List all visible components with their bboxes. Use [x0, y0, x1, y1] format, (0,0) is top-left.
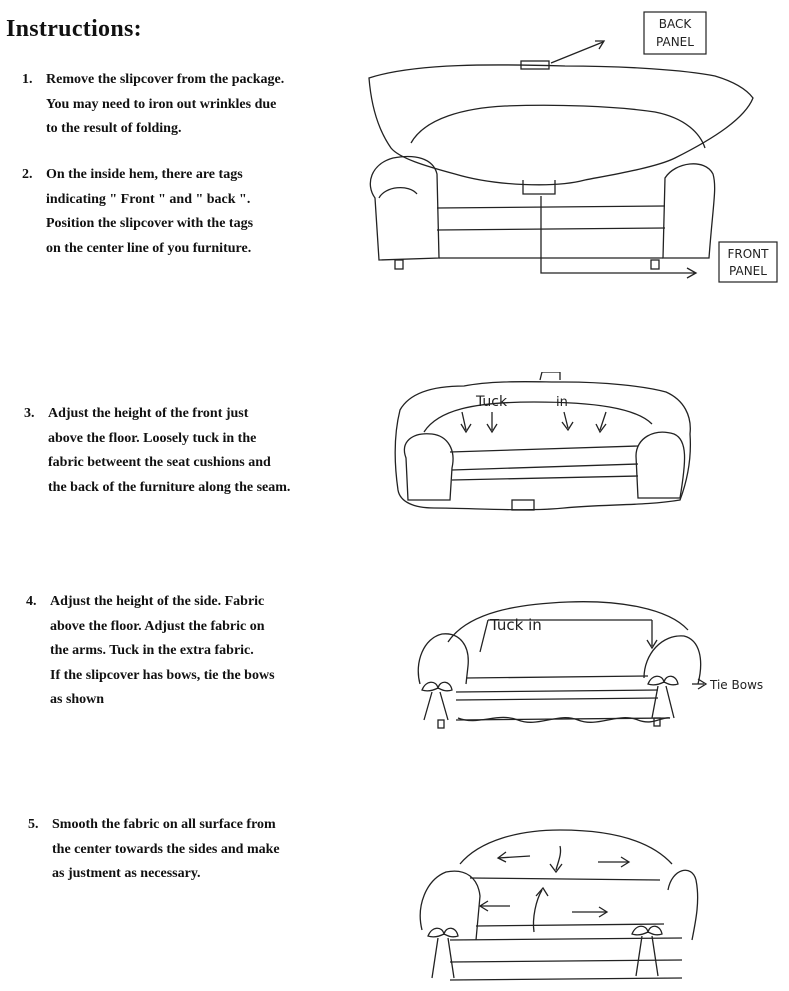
step-line: the back of the furniture along the seam.	[48, 479, 291, 495]
in-label: in	[556, 395, 568, 410]
step-line: as shown	[50, 692, 105, 707]
step-line: Smooth the fabric on all surface from	[52, 817, 276, 832]
instruction-step-4	[26, 590, 275, 713]
step-line: indicating " Front " and " back ".	[46, 191, 251, 207]
instruction-step-1	[22, 68, 284, 142]
tuck-in-label: Tuck in	[490, 616, 542, 634]
bow-icon	[428, 928, 458, 937]
step-line: Remove the slipcover from the package.	[46, 72, 285, 87]
step-line: fabric betweent the seat cushions and	[48, 455, 271, 470]
step-number: 4.	[26, 594, 37, 609]
back-panel-label: PANEL	[656, 35, 694, 49]
front-panel-label: FRONT	[727, 247, 769, 261]
step-line: Position the slipcover with the tags	[46, 216, 254, 231]
step-line: above the floor. Adjust the fabric on	[50, 618, 265, 634]
step-line: Adjust the height of the front just	[48, 406, 249, 421]
step-line: the arms. Tuck in the extra fabric.	[50, 643, 254, 658]
step-line: above the floor. Loosely tuck in the	[48, 430, 257, 446]
bow-icon	[632, 926, 662, 935]
step-line: If the slipcover has bows, tie the bows	[50, 667, 275, 683]
step-line: on the center line of you furniture.	[46, 240, 252, 256]
back-panel-label: BACK	[658, 17, 692, 31]
instruction-step-2	[22, 163, 253, 261]
step-line: to the result of folding.	[46, 121, 182, 136]
instruction-step-3	[24, 402, 290, 500]
bow-icon	[648, 676, 678, 685]
page-title: Instructions:	[6, 16, 142, 42]
tie-bows-label: Tie Bows	[710, 678, 764, 692]
step-line: On the inside hem, there are tags	[46, 167, 243, 182]
figure-tie-bows	[408, 594, 786, 736]
step-line: You may need to iron out wrinkles due	[46, 96, 277, 112]
bow-icon	[422, 682, 452, 691]
step-number: 1.	[22, 72, 33, 87]
tuck-label: Tuck	[476, 394, 508, 410]
figure-slipcover-positioning	[355, 8, 785, 293]
front-panel-label: PANEL	[729, 264, 767, 278]
step-number: 5.	[28, 817, 39, 832]
step-line: the center towards the sides and make	[52, 841, 280, 857]
step-line: Adjust the height of the side. Fabric	[50, 594, 265, 609]
step-number: 2.	[22, 167, 33, 182]
step-number: 3.	[24, 406, 35, 421]
instruction-step-5	[28, 813, 280, 887]
step-line: as justment as necessary.	[52, 866, 201, 881]
figure-smooth-fabric	[410, 820, 700, 988]
figure-tuck-in-seam	[384, 372, 704, 522]
